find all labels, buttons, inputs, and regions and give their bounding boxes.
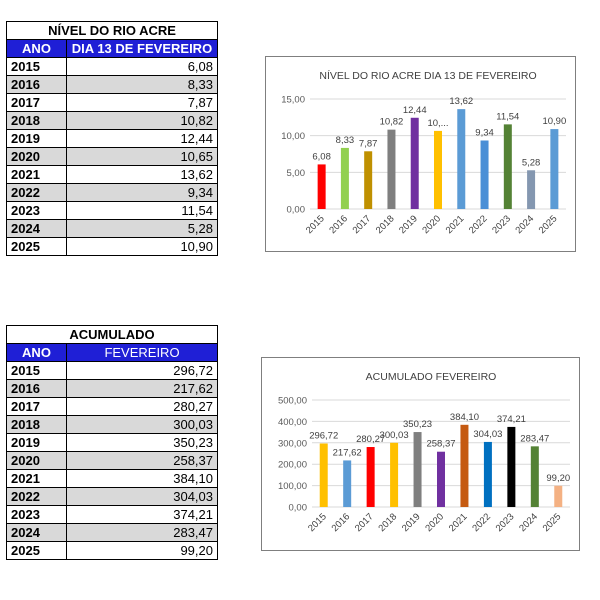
x-tick-label: 2022 bbox=[466, 213, 490, 237]
bar-2020 bbox=[437, 452, 445, 507]
y-tick-label: 500,00 bbox=[277, 395, 307, 407]
river-level-chart bbox=[265, 56, 576, 252]
x-tick-label: 2018 bbox=[373, 213, 397, 237]
river-level-chart-svg bbox=[266, 57, 575, 251]
value-cell: 283,47 bbox=[67, 524, 218, 542]
bar-2018 bbox=[387, 130, 395, 209]
data-label: 7,87 bbox=[358, 138, 378, 150]
chart-title: NÍVEL DO RIO ACRE DIA 13 DE FEVEREIRO bbox=[319, 70, 537, 82]
x-tick-label: 2019 bbox=[399, 511, 423, 535]
table-row bbox=[7, 452, 218, 470]
value-cell: 5,28 bbox=[67, 220, 218, 238]
value-cell: 10,90 bbox=[67, 238, 218, 256]
table-row bbox=[7, 542, 218, 560]
table-row bbox=[7, 434, 218, 452]
table-row bbox=[7, 184, 218, 202]
accumulated-chart bbox=[261, 357, 580, 551]
data-label: 11,54 bbox=[496, 111, 520, 123]
x-tick-label: 2024 bbox=[513, 213, 537, 237]
bar-2024 bbox=[531, 446, 539, 507]
table-row bbox=[7, 238, 218, 256]
y-tick-label: 0,00 bbox=[288, 502, 307, 514]
year-cell: 2021 bbox=[7, 470, 67, 488]
data-label: 10,... bbox=[427, 117, 449, 129]
year-cell: 2024 bbox=[7, 220, 67, 238]
table-row bbox=[7, 166, 218, 184]
bar-2018 bbox=[390, 443, 398, 507]
x-tick-label: 2015 bbox=[304, 213, 327, 237]
bar-2023 bbox=[504, 124, 512, 209]
table-row bbox=[7, 76, 218, 94]
year-cell: 2020 bbox=[7, 452, 67, 470]
year-cell: 2016 bbox=[7, 76, 67, 94]
y-tick-label: 300,00 bbox=[277, 438, 307, 450]
bar-2022 bbox=[481, 141, 489, 209]
data-label: 384,10 bbox=[449, 411, 479, 423]
x-tick-label: 2023 bbox=[490, 213, 513, 237]
x-tick-label: 2016 bbox=[329, 511, 353, 535]
bar-2016 bbox=[343, 460, 351, 507]
table-row bbox=[7, 148, 218, 166]
value-cell: 10,65 bbox=[67, 148, 218, 166]
y-tick-label: 100,00 bbox=[277, 481, 307, 493]
year-cell: 2017 bbox=[7, 398, 67, 416]
x-tick-label: 2024 bbox=[517, 511, 540, 535]
table-row bbox=[7, 94, 218, 112]
accumulated-table bbox=[6, 325, 218, 560]
value-cell: 374,21 bbox=[67, 506, 218, 524]
bar-2023 bbox=[507, 427, 515, 507]
data-label: 217,62 bbox=[332, 447, 362, 459]
data-label: 10,82 bbox=[379, 116, 404, 128]
year-column-header: ANO bbox=[7, 40, 67, 58]
value-cell: 258,37 bbox=[67, 452, 218, 470]
table-row bbox=[7, 416, 218, 434]
bar-2022 bbox=[484, 442, 492, 507]
bar-2025 bbox=[550, 129, 558, 209]
bar-2019 bbox=[414, 432, 422, 507]
x-tick-label: 2020 bbox=[423, 511, 447, 535]
data-label: 280,27 bbox=[356, 434, 386, 446]
year-cell: 2017 bbox=[7, 94, 67, 112]
bar-2017 bbox=[367, 447, 375, 507]
x-tick-label: 2016 bbox=[327, 213, 351, 237]
data-label: 304,03 bbox=[473, 428, 503, 440]
value-cell: 11,54 bbox=[67, 202, 218, 220]
year-cell: 2016 bbox=[7, 380, 67, 398]
table-title: ACUMULADO bbox=[7, 326, 218, 344]
table-row bbox=[7, 362, 218, 380]
bar-2020 bbox=[434, 131, 442, 209]
table-row bbox=[7, 488, 218, 506]
value-cell: 12,44 bbox=[67, 130, 218, 148]
year-cell: 2024 bbox=[7, 524, 67, 542]
data-label: 350,23 bbox=[403, 419, 433, 431]
data-label: 300,03 bbox=[379, 429, 409, 441]
value-cell: 304,03 bbox=[67, 488, 218, 506]
value-cell: 99,20 bbox=[67, 542, 218, 560]
table-title: NÍVEL DO RIO ACRE bbox=[7, 22, 218, 40]
year-column-header: ANO bbox=[7, 344, 67, 362]
y-tick-label: 10,00 bbox=[281, 131, 305, 143]
year-cell: 2018 bbox=[7, 112, 67, 130]
bar-2016 bbox=[341, 148, 349, 209]
data-label: 296,72 bbox=[309, 430, 339, 442]
y-tick-label: 400,00 bbox=[277, 416, 307, 428]
data-label: 10,90 bbox=[542, 116, 567, 128]
y-tick-label: 0,00 bbox=[286, 204, 305, 216]
x-tick-label: 2025 bbox=[540, 511, 564, 535]
value-column-header: FEVEREIRO bbox=[67, 344, 218, 362]
value-cell: 10,82 bbox=[67, 112, 218, 130]
year-cell: 2025 bbox=[7, 238, 67, 256]
data-label: 5,28 bbox=[521, 157, 541, 169]
bar-2017 bbox=[364, 151, 372, 209]
y-tick-label: 15,00 bbox=[281, 94, 305, 106]
value-cell: 8,33 bbox=[67, 76, 218, 94]
x-tick-label: 2015 bbox=[306, 511, 329, 535]
value-cell: 13,62 bbox=[67, 166, 218, 184]
table-row bbox=[7, 58, 218, 76]
value-column-header: DIA 13 DE FEVEREIRO bbox=[67, 40, 218, 58]
value-cell: 9,34 bbox=[67, 184, 218, 202]
year-cell: 2019 bbox=[7, 434, 67, 452]
table-row bbox=[7, 112, 218, 130]
bar-2025 bbox=[554, 486, 562, 507]
data-label: 99,20 bbox=[546, 472, 571, 484]
year-cell: 2019 bbox=[7, 130, 67, 148]
x-tick-label: 2021 bbox=[443, 213, 467, 237]
x-tick-label: 2020 bbox=[420, 213, 444, 237]
year-cell: 2022 bbox=[7, 488, 67, 506]
chart-title: ACUMULADO FEVEREIRO bbox=[365, 371, 497, 383]
table-row bbox=[7, 202, 218, 220]
y-tick-label: 200,00 bbox=[277, 459, 307, 471]
data-label: 9,34 bbox=[475, 127, 494, 139]
bar-2024 bbox=[527, 170, 535, 209]
accumulated-chart-svg bbox=[262, 358, 579, 550]
data-label: 283,47 bbox=[520, 433, 550, 445]
x-tick-label: 2022 bbox=[470, 511, 494, 535]
value-cell: 217,62 bbox=[67, 380, 218, 398]
year-cell: 2015 bbox=[7, 362, 67, 380]
bar-2021 bbox=[460, 425, 468, 507]
x-tick-label: 2017 bbox=[353, 511, 376, 535]
value-cell: 296,72 bbox=[67, 362, 218, 380]
value-cell: 350,23 bbox=[67, 434, 218, 452]
table-row bbox=[7, 470, 218, 488]
x-tick-label: 2021 bbox=[446, 511, 470, 535]
table-row bbox=[7, 380, 218, 398]
value-cell: 7,87 bbox=[67, 94, 218, 112]
value-cell: 384,10 bbox=[67, 470, 218, 488]
table-row bbox=[7, 130, 218, 148]
data-label: 8,33 bbox=[335, 134, 355, 146]
data-label: 6,08 bbox=[312, 151, 331, 163]
river-level-table bbox=[6, 21, 218, 256]
value-cell: 300,03 bbox=[67, 416, 218, 434]
value-cell: 6,08 bbox=[67, 58, 218, 76]
data-label: 374,21 bbox=[496, 413, 526, 425]
value-cell: 280,27 bbox=[67, 398, 218, 416]
year-cell: 2018 bbox=[7, 416, 67, 434]
x-tick-label: 2017 bbox=[350, 213, 374, 237]
data-label: 13,62 bbox=[449, 96, 474, 108]
year-cell: 2015 bbox=[7, 58, 67, 76]
year-cell: 2023 bbox=[7, 506, 67, 524]
data-label: 12,44 bbox=[402, 104, 427, 116]
x-tick-label: 2018 bbox=[376, 511, 400, 535]
bar-2015 bbox=[320, 444, 328, 507]
bar-2021 bbox=[457, 109, 465, 209]
table-row bbox=[7, 398, 218, 416]
year-cell: 2023 bbox=[7, 202, 67, 220]
year-cell: 2020 bbox=[7, 148, 67, 166]
bar-2019 bbox=[411, 118, 419, 209]
year-cell: 2022 bbox=[7, 184, 67, 202]
x-tick-label: 2023 bbox=[493, 511, 517, 535]
table-row bbox=[7, 220, 218, 238]
x-tick-label: 2019 bbox=[397, 213, 420, 237]
x-tick-label: 2025 bbox=[536, 213, 560, 237]
y-tick-label: 5,00 bbox=[286, 167, 305, 179]
table-row bbox=[7, 506, 218, 524]
table-row bbox=[7, 524, 218, 542]
bar-2015 bbox=[318, 164, 326, 209]
year-cell: 2025 bbox=[7, 542, 67, 560]
year-cell: 2021 bbox=[7, 166, 67, 184]
data-label: 258,37 bbox=[426, 438, 456, 450]
